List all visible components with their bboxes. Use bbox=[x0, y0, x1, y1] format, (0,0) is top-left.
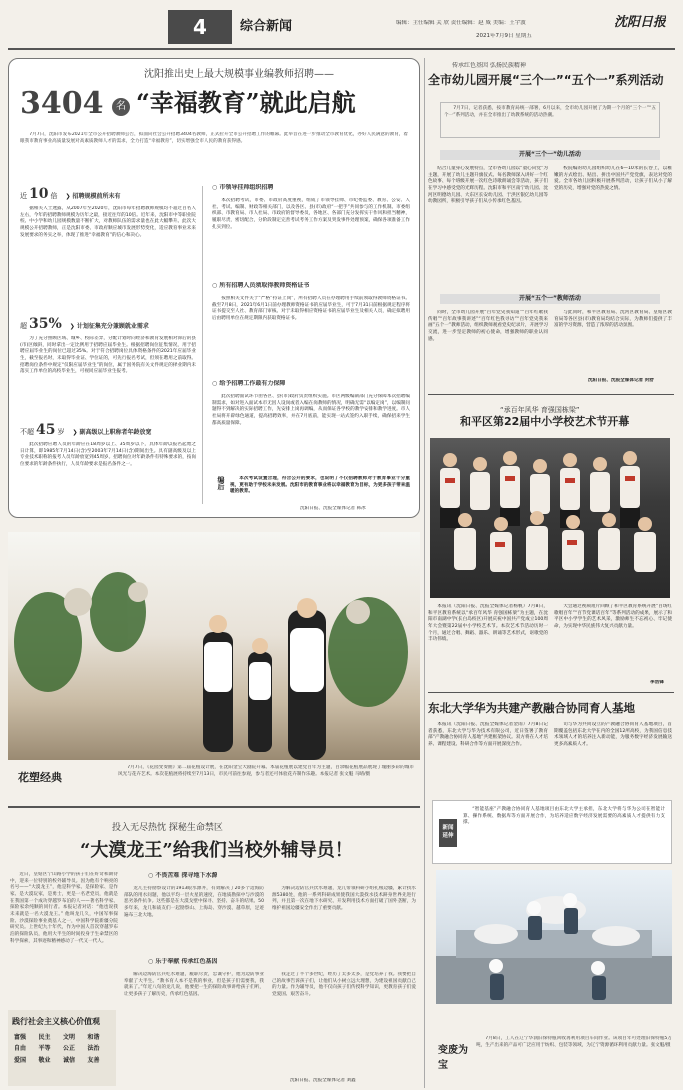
stat-3-number: 45 bbox=[36, 422, 56, 438]
lead-headline: “幸福教育”就此启航 bbox=[136, 88, 356, 117]
editor-note: 本次考试设置合理，符合公开的要求，也说明了不仅招聘教师对于教育事业十分重视，更有助于学校未来发展。沈阳市的教育事业将以幸福教育为目标，为更多孩子带来温暖的教育。 bbox=[230, 476, 410, 495]
column-divider bbox=[424, 58, 425, 1088]
section-divider bbox=[428, 692, 674, 693]
story3-sub2-title: 传承红色基因 bbox=[181, 958, 218, 965]
story3-sub1-title: 探寻地下水源 bbox=[181, 872, 218, 879]
core-value-item: 文明 bbox=[63, 1033, 76, 1041]
lead-subheadline: 沈阳推出史上最大规模事业编教师招聘—— bbox=[144, 69, 334, 80]
stat-1-title: 招聘规模前所未有 bbox=[72, 193, 121, 200]
newspaper-logo: 沈阳日报 bbox=[614, 15, 667, 30]
art-festival-photo bbox=[430, 438, 670, 598]
band-five-activities: 开展“五个一”教师活动 bbox=[440, 294, 660, 304]
col2-title-1-text: 市领导挂帅组织招聘 bbox=[219, 184, 274, 191]
col2-paragraph-1: 本次招聘考试，市委、市政府高度重视，组成了市领导挂帅、市纪委监委、教育、公安、人社、考试、编制、财政等相关部门，以及各区、县(市)政府“一把手”共同参与的工作机制。市委组织部、市教育局、市人社局、市政府的督导委员，各地区、各部门充分发挥实干作风和担当精神，履职尽责，密切配合，分阶段制定完善考试考务工作方案及突发事件处理预案，确保各项准备工作扎实到位。 bbox=[212, 198, 410, 230]
core-value-item: 公正 bbox=[63, 1045, 76, 1053]
photo-caption: 7月7日，《花园变奏曲》第二届花植设计展，在沈阳金宝大剧院开幕。本届花植展以建党百年为主题，百余幅花植展品展现了瑰丽多彩的城市风光与花卉艺术。本次花植展将持续至7月13日，市民可前往参观，参与者还可体验花卉制作乐趣。本报记者 张文魁 马晴/摄 bbox=[118, 765, 414, 777]
right-headline: 全市幼儿园开展“三个一”“五个一”系列活动 bbox=[428, 73, 664, 87]
stat-2-title: 计划征集充分兼顾就业需求 bbox=[76, 323, 149, 330]
right-byline-2: 李浩锋 bbox=[650, 680, 664, 685]
column-divider bbox=[202, 186, 203, 504]
section-divider bbox=[428, 394, 674, 395]
stat-2-text: 为了充分照顾区域、城乡、校际差异，分配计划时向经济和教育发展相对滞后的县(市)区倾斜，同时拿出一定比例用于招聘应届毕业生。根据招聘岗位征集情况，用于招聘应届毕业生的岗位已超过35%。对于符合招聘岗位具体资格条件的2021年应届毕业生，截至报名时，未取得毕业证、学位证的，可先行报名考试，但须在聘用之前取得。招聘岗位条件中规定“仅限应届毕业生”的岗位，属于国务院有关文件规定的择业期内未落实工作单位的高校毕业生，可视同应届毕业生报考。 bbox=[20, 336, 196, 375]
big-number: 3404 bbox=[20, 86, 104, 121]
right-headline-2: 和平区第22届中小学校艺术节开幕 bbox=[460, 415, 630, 428]
right-kicker: 传承红色基因 弘扬民族精神 bbox=[452, 62, 526, 69]
editor-credits: 编辑：主任编辑 关 欣 责任编辑：赵 威 美编：王宇波 bbox=[396, 20, 526, 26]
stat-3-prefix: 不超 bbox=[20, 428, 34, 436]
story3-col3b: 我走过了半个多世纪，经历了太多太多，是党培养了我。我要把自己的故事告诉孩子们，让他们从小树立远大理想，为建设祖国贡献自己的力量。作为辅导员，他不仅向孩子们传授科学知识，更教育孩子们爱党爱国、艰苦奋斗。 bbox=[272, 972, 416, 997]
col2-title-2 bbox=[212, 282, 309, 291]
band-three-activities: 开展“三个一”幼儿活动 bbox=[440, 150, 660, 160]
stat-3-text: 此次招聘应聘人员的年龄应在18周岁以上、35周岁以下，具体年龄以报名起始之日计算，即1985年7月14日(含)至2003年7月14日(含)期间出生。具有副高级及以上专业技术职称的报考人员年龄放宽到45周岁。招聘岗位对年龄条件有特殊要求的，按岗位要求的年龄条件执行，人员年龄要求是报名条件之一。 bbox=[20, 442, 196, 467]
story3-sub2 bbox=[148, 958, 217, 967]
flower-show-illustration bbox=[8, 532, 420, 760]
right-p3a: 本报讯（沈阳日报、沈报全媒体记者杨帆）7月8日，和平区教育系统以“承百年风华 育强国栋梁”为主题，在沈阳市南湖中学(长白岛校区)开展庆祝中国共产党成立100周年大会暨第22届中小学校艺术节。本次艺术节活动历时一个月，通过合唱、舞蹈、器乐、朗诵等艺术形式，讴歌党的丰功伟绩。 bbox=[428, 604, 548, 643]
core-value-item: 爱国 bbox=[14, 1056, 27, 1064]
story3-col3: 为解决边防官兵饮水难题，龙几带领科研小组扎根边疆，累计找水源5380处，他的一系列科研成果使我国大漠找水技术跻身世界先进行列，并且第一次在地下水研究、开发利用技术方面打破了国外垄断，为维护祖国边疆安全作出了重要贡献。 bbox=[272, 886, 416, 911]
right-p2b: 与此同时，和平区教育局、沈河区教育局、皇姑区教育局等各区县(市)教育局均结合实际，为教师们提供了丰富的学习资源，营造了浓厚的活动氛围。 bbox=[554, 310, 672, 329]
core-value-item: 平等 bbox=[38, 1045, 51, 1053]
circle-bullet-icon: ○ bbox=[148, 872, 156, 879]
right-p1a: 结合儿童身心发展特点，全市各幼儿园以“童心向党”为主题，开展了幼儿主题升旗仪式、每名教师深入讲好一个红色故事、每个班级开展一次红色诗歌朗诵会等活动，孩子们在学习中感受党的光辉历程。沈阳市和平区南宁幼儿园、沈河区明德幼儿园、大东区长安幼儿园、于洪区银亿幼儿园等幼教园所，积极引导孩子们从小传承红色基因。 bbox=[428, 166, 548, 205]
right-p4a: 本报讯（沈阳日报、沈报全媒体记者金雨）7月8日记者获悉，东北大学与华为技术有限公司，近日签署了教育部“产教融合协同育人基地”共建框架协议。双方将在人才培养、课程建设、科研合作等方面开展深度合作。 bbox=[428, 722, 548, 747]
story3-col1-p2: 他叫龙几久，中国军事探险、沙漠探险事业奠基人之一，中国科学院新疆分院研究员。上世纪九十年代，作为中国人首次穿越罗布泊的探险队员，他用大半生的时间投身于生命禁区的科学探索，其事迹和精神感动了一代又一代人。 bbox=[10, 911, 118, 944]
circle-bullet-icon: ○ bbox=[212, 282, 220, 289]
col2-paragraph-2: 按照相关文件关于“严格”持证上岗”，所有招聘人员在办理聘用手续前须取得教师资格证书。截至7月8日，2021年6月1日前办理教师资格证书的应届毕业生，可于7月31日前根据规定程序将证书提交至人社、教育部门审核。对于未取得相应资格证书的应届毕业生及相关人员，确定拟聘用后由聘用单位在规定期限内获取资格证书。 bbox=[212, 296, 410, 321]
news-extension-text: “智能基座”产教融合协同育人基地项目由东北大学主承担，东北大学将与华为公司在智能计算、操作系统、数据库等方面开展合作，为培养适应数字经济发展需要的高素质人才提供有力支撑。 bbox=[463, 807, 665, 826]
circle-bullet-icon: ○ bbox=[212, 380, 220, 387]
recycling-caption-title: 变废为宝 bbox=[438, 1045, 468, 1071]
story3-byline: 沈阳日报、沈报全媒体记者 刘鑫 bbox=[290, 1078, 356, 1083]
editor-note-label: 编后 bbox=[217, 476, 225, 490]
stat-2-prefix: 超 bbox=[20, 322, 27, 330]
story3-col1-p1: 近日，皇姑区宁山路小学的孩子们在好奇和期待中，迎来一位特别的校外辅导员。因为他有个响亮的名号——“大漠龙王”，他是科学家、是探险家、是作家、是大漠玩家，是勇士，更是一名老党员，他就是在我国第一个成功穿越罗布泊的人——著名科学家、探险家余纯顺的同行者。本报记者对话：“他也说我未来就是一名大漠龙王。” bbox=[10, 872, 118, 917]
lead-paragraph: 7月7日，沈阳市发布2021年全市公开招聘教师公告，拟面向社会公开招聘3404名教师，正式拉开全市公开招聘工作的帷幕。此举旨在进一步推动全市教育优化，办好人民满意的教育，着眼我市教育事业高质量发展对高素质教师人才的需求，全力打造“幸福教育”，切实增强全市人民的教育获得感。 bbox=[20, 132, 408, 144]
stat-3-unit: 岁 bbox=[57, 428, 65, 436]
arrow-icon: ❯ bbox=[69, 323, 75, 330]
singers-illustration bbox=[430, 438, 670, 598]
section-title: 综合新闻 bbox=[240, 19, 293, 34]
recycling-caption: 7月8日，工人在辽宁华润旧保特瓶回收再利用项目车间作业。该项目年可处理旧保特瓶5万吨，生产出来的产品可广泛应用于纺织、包装等领域，为辽宁资源循环利用贡献力量。张文魁/摄 bbox=[476, 1036, 672, 1048]
core-value-item: 民主 bbox=[38, 1033, 51, 1041]
core-value-item: 诚信 bbox=[63, 1056, 76, 1064]
page-number: 4 bbox=[168, 10, 232, 44]
stat-1-head bbox=[20, 184, 121, 204]
right-byline-1: 沈阳日报、沈报全媒体记者 封舒 bbox=[588, 378, 654, 383]
core-value-item: 和谐 bbox=[87, 1033, 100, 1041]
stat-3-title: 副高级以上职称者年龄放宽 bbox=[79, 429, 152, 436]
circle-bullet-icon: ○ bbox=[212, 184, 220, 191]
core-value-item: 富强 bbox=[14, 1033, 27, 1041]
arrow-icon: ❯ bbox=[65, 193, 71, 200]
photo-caption-title: 花塑经典 bbox=[18, 771, 62, 784]
core-values-box bbox=[8, 1010, 116, 1086]
col2-paragraph-3: 此次招聘面试环节由各区、县(市)政府负责组织实施。市区两级编制部门充分保障本次招聘编制需求，如对进入面试本市无因人设岗或者入编在岗教师的情况，明确无需“以编定岗”，以编制问题得不到解决的实际招聘工作，先安排上岗再调编，从而保证各学校的教学安排和教学进度。市人社局将开辟绿色通道，提高招聘效率，并在7月底前，能实现一站式签约入职手续，确保招来学生都高质量保障。 bbox=[212, 394, 410, 426]
right-p2a: 同时，全市幼儿园开展“百年党史我知道”“百年红歌我传唱”“百年故事我讲述”“百年红色我寻访”“百年党史我来画”五个一”教师活动，组织教师观看党史纪录片，开展学习交流，进一步坚定教师的初心使命，增强教师的职业认同感。 bbox=[428, 310, 548, 342]
right-p1b: 校院编的幼儿园组织幼儿在6—10米的长卷上，以稚嫩的方式绘出、贴出、拼出中国共产党党旗，表达对党的爱。全市各幼儿园积极开展系列活动，让孩子们从小了解党的历史，增强对党的热爱之情。 bbox=[554, 166, 672, 191]
lead-byline: 沈阳日报、沈报全媒体记者 韩冰 bbox=[300, 506, 366, 511]
core-value-item: 自由 bbox=[14, 1045, 27, 1053]
core-value-item: 法治 bbox=[87, 1045, 100, 1053]
stat-1-number: 10 bbox=[29, 186, 49, 202]
core-value-item: 友善 bbox=[87, 1056, 100, 1064]
stat-2-head bbox=[20, 314, 149, 334]
circle-bullet-icon: ○ bbox=[148, 958, 156, 965]
news-extension-box bbox=[432, 800, 672, 864]
workers-illustration bbox=[436, 870, 672, 1004]
right-headline-3: 东北大学华为共建产教融合协同育人基地 bbox=[428, 701, 635, 715]
right-p3b: 大会通过视频短片回顾了和平区教育系统开展“百场红歌唱百年”“百节党课话百年”等系列活动的成果，展示了和平区中小学学生的艺术风采，激励师生不忘初心、牢记使命，为实现中华民族伟大复兴贡献力量。 bbox=[554, 604, 672, 629]
arrow-icon: ❯ bbox=[72, 429, 78, 436]
core-values-title: 践行社会主义核心价值观 bbox=[12, 1017, 100, 1026]
right-lead: 7月7日，记者获悉，按市教育局统一部署，6月以来，全市幼儿园开展了为期一个月的“三个一”“五个一”系列活动，并在全市推出了幼教系统的活动热潮。 bbox=[440, 102, 660, 138]
flower-show-photo bbox=[8, 532, 420, 760]
col2-title-1 bbox=[212, 184, 273, 193]
issue-date: 2021年7月9日 星期五 bbox=[476, 33, 532, 39]
story3-kicker: 投入无尽热忱 探秘生命禁区 bbox=[112, 823, 223, 833]
right-kicker-2: “承百年风华 育强国栋梁” bbox=[500, 406, 580, 414]
section-divider bbox=[8, 806, 420, 808]
story3-sub1-label: 不畏苦难 bbox=[155, 872, 180, 879]
story3-sub1 bbox=[148, 872, 217, 881]
stat-1-prefix: 近 bbox=[20, 192, 27, 200]
col2-title-2-text: 所有招聘人员须取得教师资格证书 bbox=[219, 282, 310, 289]
stat-1-text: 据相关人士透露，从2007年至2020年，沈阳市每年招聘教师规模均不超过百名人左右，今年的招聘教师规模为历年之最，接近往年的10倍。近年来，沈阳市中等职业院校、中小学和幼儿园规模数量不断扩大，对教师队伍的需求量也在此大幅攀升。此次大规模公开招聘教师，正是沈阳市委、市政府顺应城市发展形势变化，适应教育事业未来发展要求的务实之举，体现了推进“幸福教育”的信心和决心。 bbox=[20, 206, 196, 238]
recycling-photo bbox=[436, 870, 672, 1004]
right-p4b: 司与华为共同设立的产教融合协同育人基地项目，首期覆盖包括东北大学在内的全国12所高校，为我国信息技术领域人才的培养注入新动能，为服务数字经济发展输送更多高素质人才。 bbox=[554, 722, 672, 747]
stat-1-unit: 倍 bbox=[50, 192, 58, 200]
core-value-item: 敬业 bbox=[38, 1056, 51, 1064]
core-values-grid bbox=[8, 1032, 116, 1068]
news-extension-label: 新闻延伸 bbox=[439, 819, 457, 847]
story3-col2: 龙几主持勘察设计的1913眼水源井，有效解决了20多个边海防部队的用水问题，他以平均一层火星的速度，在地质勘探中与沙漠的恶劣条件抗争。这些都是在大漠戈壁中探寻、坚持、奋斗的结果。50多年来，龙几和战友们一起勘察山、上海岛、穿沙漠、越草原，足迹遍布三北大地。 bbox=[124, 886, 264, 918]
col2-title-3-text: 给予招聘工作最有力保障 bbox=[219, 380, 286, 387]
col2-title-3 bbox=[212, 380, 285, 389]
stat-3-head bbox=[20, 420, 152, 440]
story3-sub2-label: 乐于奉献 bbox=[155, 958, 180, 965]
story3-col2b: 解决边海防官兵吃水难题，履职尽责，忠诚守护，他为边防事业奉献了大半生。“教书育人本不是我的事业，但是孩子们需要我，我就来了。”年近八旬的龙几说，他要把一生的探险故事讲给孩子们听，让更多孩子了解历史，传承红色基因。 bbox=[124, 972, 264, 997]
story3-col1 bbox=[10, 872, 118, 1004]
stat-2-number: 35% bbox=[29, 316, 62, 332]
big-number-unit: 名 bbox=[112, 98, 130, 116]
story3-headline: “大漠龙王”给我们当校外辅导员！ bbox=[80, 840, 353, 861]
header-divider bbox=[8, 48, 675, 50]
